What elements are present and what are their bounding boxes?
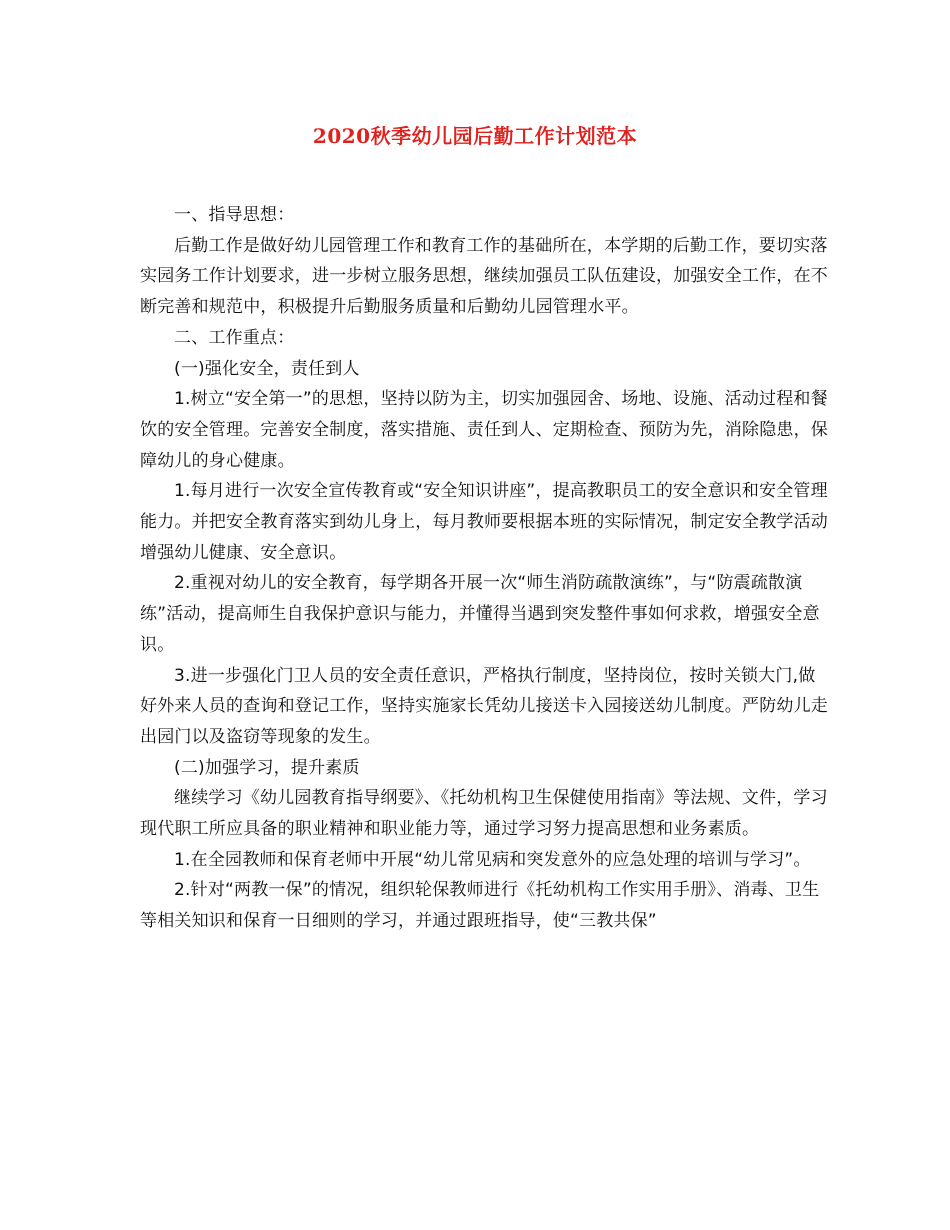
paragraph-care-teacher-training: 2.针对“两教一保”的情况，组织轮保教师进行《托幼机构工作实用手册》、消毒、卫生等相关知识和保育一日细则的学习，并通过跟班指导，使“三教共保”	[140, 880, 820, 932]
subheading-safety: (一)强化安全，责任到人	[174, 358, 360, 379]
paragraph-continue-learning: 继续学习《幼儿园教育指导纲要》、《托幼机构卫生保健使用指南》等法规、文件，学习现代职工所应具备的职业精神和职业能力等，通过学习努力提高思想和业务素质。	[140, 788, 828, 840]
document-body	[140, 200, 830, 937]
paragraph-guiding-ideology: 后勤工作是做好幼儿园管理工作和教育工作的基础所在，本学期的后勤工作，要切实落实园务工作计划要求，进一步树立服务思想，继续加强员工队伍建设，加强安全工作，在不断完善和规范中，积极提升后勤服务质量和后勤幼儿园管理水平。	[140, 235, 828, 318]
section-heading-guiding-ideology: 一、指导思想：	[174, 205, 295, 225]
section-heading-work-focus: 二、工作重点：	[174, 327, 295, 348]
paragraph-gatekeeper-duty: 3.进一步强化门卫人员的安全责任意识，严格执行制度，坚持岗位，按时关锁大门,做好外来人员的查询和登记工作，坚持实施家长凭幼儿接送卡入园接送幼儿制度。严防幼儿走出园门以及盗窃等现象的发生。	[140, 665, 828, 747]
paragraph-monthly-safety-education: 1.每月进行一次安全宣传教育或“安全知识讲座”，提高教职员工的安全意识和安全管理能力。并把安全教育落实到幼儿身上，每月教师要根据本班的实际情况，制定安全教学活动增强幼儿健康、安全意识。	[140, 481, 828, 563]
paragraph-emergency-training: 1.在全园教师和保育老师中开展“幼儿常见病和突发意外的应急处理的培训与学习”。	[174, 849, 811, 870]
paragraph-safety-first: 1.树立“安全第一”的思想，坚持以防为主，切实加强园舍、场地、设施、活动过程和餐饮的安全管理。完善安全制度，落实措施、责任到人、定期检查、预防为先，消除隐患，保障幼儿的身心健康。	[140, 389, 828, 471]
paragraph-evacuation-drills: 2.重视对幼儿的安全教育，每学期各开展一次“师生消防疏散演练”，与“防震疏散演练”活动，提高师生自我保护意识与能力，并懂得当遇到突发整件事如何求救，增强安全意识。	[140, 573, 820, 655]
subheading-learning: (二)加强学习，提升素质	[174, 757, 360, 778]
document-title: 2020秋季幼儿园后勤工作计划范本	[312, 124, 638, 148]
